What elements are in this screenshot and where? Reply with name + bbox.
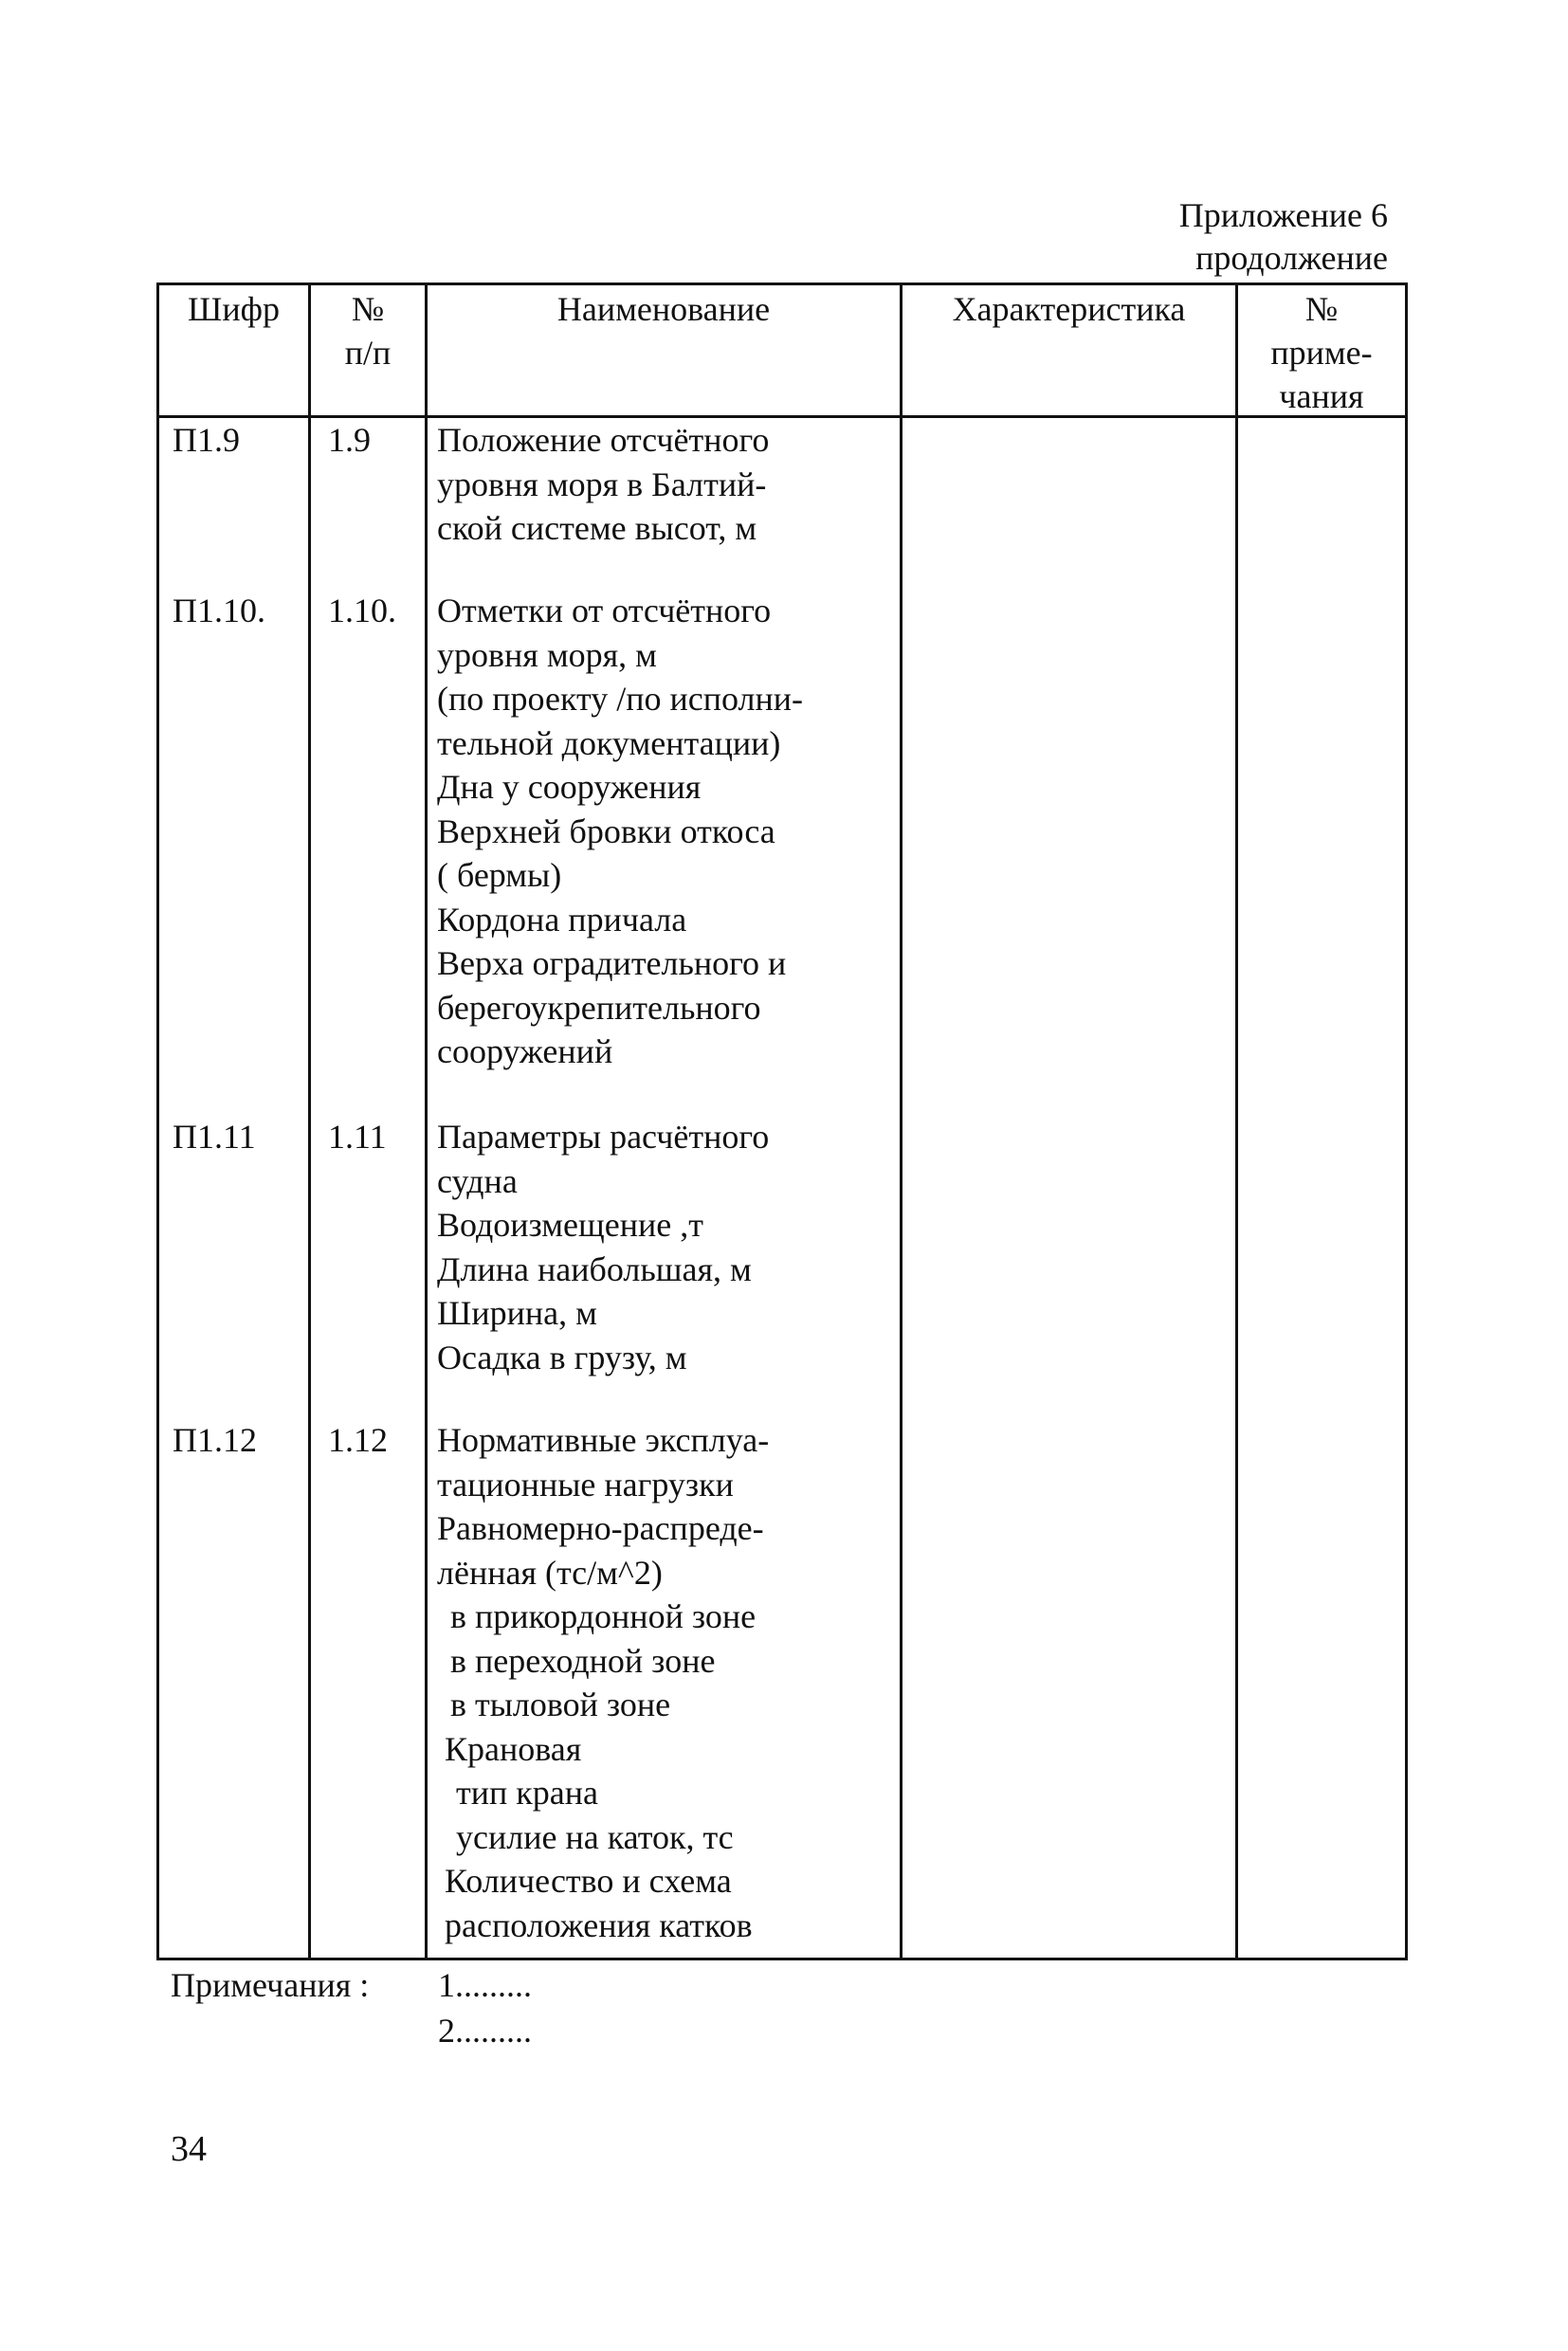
column-header-characteristic-label: Характеристика bbox=[952, 290, 1186, 328]
column-header-code bbox=[159, 287, 308, 331]
name-line: уровня моря, м bbox=[437, 635, 657, 674]
name-line: Осадка в грузу, м bbox=[437, 1338, 687, 1376]
column-header-number-line2: п/п bbox=[344, 334, 392, 372]
name-line: тельной документации) bbox=[437, 723, 781, 762]
column-divider bbox=[1235, 285, 1238, 1958]
name-line: Длина наибольшая, м bbox=[437, 1249, 752, 1288]
name-line: Водоизмещение ,т bbox=[437, 1206, 703, 1244]
name-line: Нормативные эксплуа- bbox=[437, 1421, 770, 1459]
column-header-characteristic bbox=[903, 287, 1235, 331]
name-line: (по проекту /по исполни- bbox=[437, 680, 803, 718]
name-line: Кордона причала bbox=[437, 900, 687, 939]
page-number: 34 bbox=[171, 2129, 207, 2169]
note-item: 2......... bbox=[438, 2012, 532, 2050]
name-line: в переходной зоне bbox=[450, 1641, 716, 1680]
column-divider bbox=[425, 285, 428, 1958]
note-item: 1......... bbox=[438, 1966, 532, 2004]
name-line: ской системе высот, м bbox=[437, 509, 757, 547]
name-line: судна bbox=[437, 1161, 518, 1200]
continuation-label: продолжение bbox=[1195, 239, 1388, 277]
row-number: 1.12 bbox=[328, 1421, 388, 1459]
name-line: тационные нагрузки bbox=[437, 1465, 734, 1504]
name-line: Параметры расчётного bbox=[437, 1118, 770, 1156]
name-line: Верха оградительного и bbox=[437, 944, 787, 982]
name-line: в прикордонной зоне bbox=[450, 1597, 757, 1635]
name-line: Отметки от отсчётного bbox=[437, 592, 772, 629]
column-header-note-line3: чания bbox=[1279, 377, 1364, 415]
name-line: Количество и схема bbox=[445, 1862, 732, 1900]
row-code: П1.9 bbox=[173, 421, 240, 459]
row-name bbox=[437, 1115, 892, 1379]
row-number: 1.9 bbox=[328, 421, 371, 459]
name-line: берегоукрепительного bbox=[437, 988, 761, 1027]
name-line: Крановая bbox=[445, 1729, 582, 1768]
name-line: Ширина, м bbox=[437, 1294, 597, 1332]
name-line: лённая (тс/м^2) bbox=[437, 1553, 663, 1592]
name-line: расположения катков bbox=[445, 1905, 753, 1944]
column-header-note bbox=[1238, 287, 1405, 418]
column-divider bbox=[308, 285, 311, 1958]
column-header-note-line2: приме- bbox=[1270, 334, 1373, 372]
appendix-table bbox=[156, 282, 1408, 1960]
name-line: уровня моря в Балтий- bbox=[437, 465, 767, 503]
name-line: Дна у сооружения bbox=[437, 768, 702, 806]
name-line: Верхней бровки откоса bbox=[437, 811, 775, 850]
name-line: ( бермы) bbox=[437, 856, 562, 894]
column-header-number bbox=[311, 287, 425, 374]
row-number: 1.11 bbox=[328, 1118, 387, 1156]
name-line: в тыловой зоне bbox=[450, 1686, 671, 1723]
column-header-note-line1: № bbox=[1304, 290, 1339, 328]
row-code: П1.10. bbox=[173, 592, 265, 629]
row-number: 1.10. bbox=[328, 592, 396, 629]
name-line: усилие на каток, тс bbox=[456, 1817, 734, 1856]
column-header-number-line1: № bbox=[351, 290, 385, 328]
appendix-title: Приложение 6 bbox=[1178, 196, 1388, 234]
column-divider bbox=[900, 285, 903, 1958]
name-line: Положение отсчётного bbox=[437, 421, 770, 459]
row-name bbox=[437, 1418, 892, 1947]
row-code: П1.12 bbox=[173, 1421, 257, 1459]
column-header-name bbox=[428, 287, 900, 331]
name-line: Равномерно-распреде- bbox=[437, 1509, 764, 1547]
column-header-code-label: Шифр bbox=[188, 290, 280, 328]
row-name bbox=[437, 589, 892, 1074]
row-code: П1.11 bbox=[173, 1118, 256, 1156]
column-header-name-label: Наименование bbox=[556, 290, 771, 328]
name-line: сооружений bbox=[437, 1032, 613, 1070]
row-name bbox=[437, 418, 892, 551]
name-line: тип крана bbox=[456, 1774, 598, 1812]
notes-label: Примечания : bbox=[171, 1966, 370, 2004]
